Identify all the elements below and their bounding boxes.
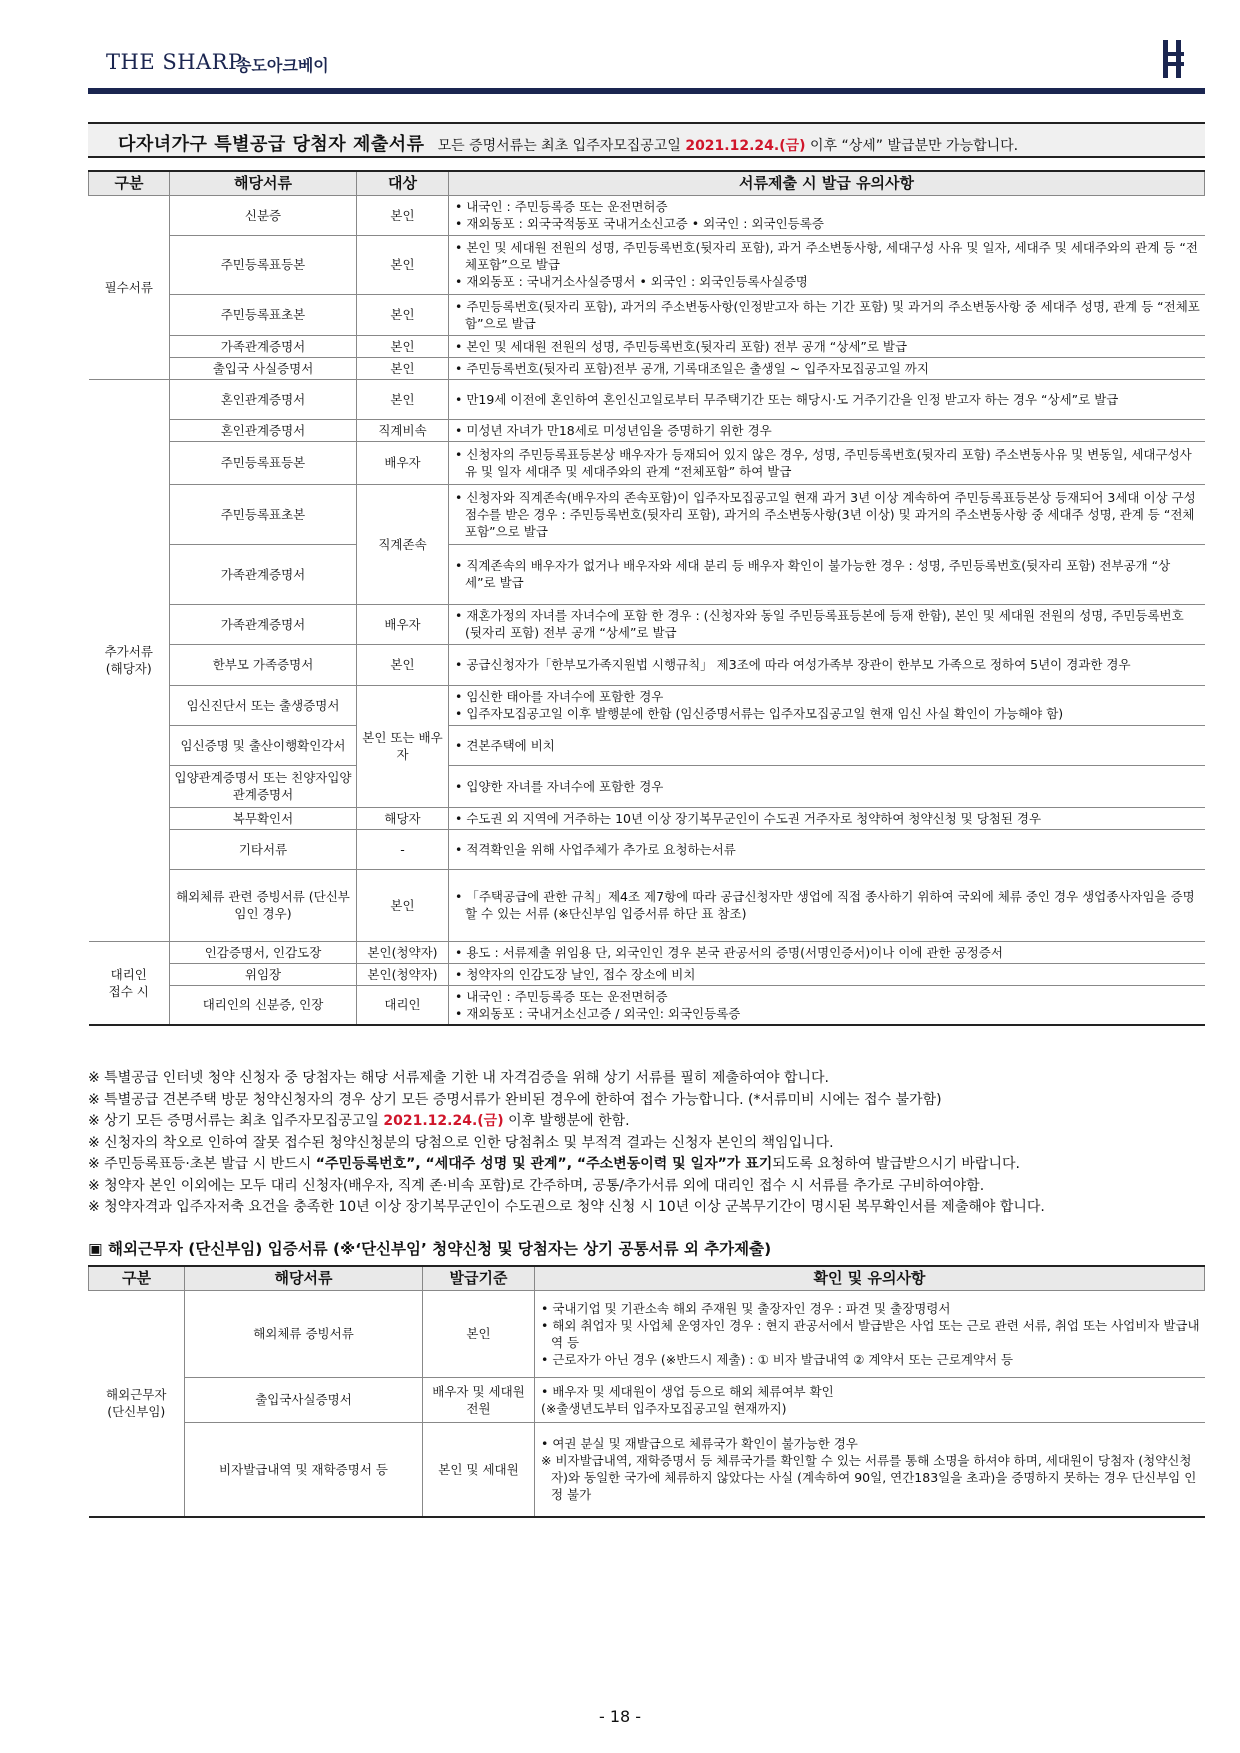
note-item — [88, 1111, 1205, 1133]
doc-cell: 가족관계증명서 — [170, 544, 357, 604]
notes-cell — [449, 604, 1205, 644]
note-line: • 본인 및 세대원 전원의 성명, 주민등록번호(뒷자리 포함) 전부 공개 “상세”로 발급 — [455, 338, 908, 354]
target-cell: 해당자 — [357, 807, 449, 829]
group-label — [89, 941, 170, 1025]
brand-logo-icon — [1161, 40, 1191, 78]
table-row — [89, 985, 1205, 1025]
note-line: • 근로자가 아닌 경우 (※반드시 제출) : ① 비자 발급내역 ② 계약서 또는 근로계약서 등 — [541, 1351, 1014, 1367]
overseas-table — [88, 1265, 1205, 1518]
target-cell: 배우자 및 세대원전원 — [423, 1377, 535, 1422]
doc-cell: 기타서류 — [170, 829, 357, 869]
note-bold: “주민등록번호”, “세대주 성명 및 관계”, “주소변동이력 및 일자”가 표기 — [315, 1156, 773, 1172]
table-row — [89, 644, 1205, 685]
target-cell: 본인 또는 배우자 — [357, 685, 449, 807]
note-line: • 청약자의 인감도장 날인, 접수 장소에 비치 — [455, 966, 696, 982]
note-line: • 수도권 외 지역에 거주하는 10년 이상 장기복무군인이 수도권 거주자로 청약하여 청약신청 및 당첨된 경우 — [455, 810, 1042, 826]
target-cell: 직계존속 — [357, 484, 449, 604]
note-line: • 입양한 자녀를 자녀수에 포함한 경우 — [455, 778, 664, 794]
note-text: ※ 주민등록표등·초본 발급 시 반드시 — [88, 1156, 312, 1172]
table-row — [89, 604, 1205, 644]
notes-cell — [449, 725, 1205, 765]
note-line: • 신청자의 주민등록표등본상 배우자가 등재되어 있지 않은 경우, 성명, 주민등록번호(뒷자리 포함) 주소변동사유 및 변동일, 세대구성사유 및 일자 세대주 및 세대주와의 관계 “전체포함” 하여 발급 — [455, 446, 1192, 479]
target-cell: 본인 — [423, 1290, 535, 1377]
group-label-line: (단신부임) — [107, 1404, 166, 1420]
table-row — [89, 357, 1205, 379]
table-row — [89, 963, 1205, 985]
table-header-row — [89, 1266, 1205, 1290]
notes-cell — [449, 195, 1205, 235]
note-line: • 신청자와 직계존속(배우자의 존속포함)이 입주자모집공고일 현재 과거 3년 이상 계속하여 주민등록표등본상 등재되어 3세대 이상 구성 점수를 받은 경우 : 주민등록번호(뒷자리 포함), 과거의 주소변동사항(3년 이상) 및 과거의 주소변동사항 중 세대주 성명, 관계 등 “전체포함”으로 발급 — [455, 489, 1196, 539]
table-row — [89, 941, 1205, 963]
doc-cell: 주민등록표초본 — [170, 294, 357, 335]
table-row — [89, 235, 1205, 294]
target-cell: 본인 — [357, 335, 449, 357]
table-row — [89, 807, 1205, 829]
note-line: • 재외동포 : 외국국적동포 국내거소신고증 • 외국인 : 외국인등록증 — [455, 216, 824, 231]
col-header: 구분 — [89, 171, 170, 195]
note-line: • 적격확인을 위해 사업주체가 추가로 요청하는서류 — [455, 841, 736, 857]
table-row — [89, 484, 1205, 544]
documents-table — [88, 170, 1205, 1026]
notes-cell — [449, 941, 1205, 963]
note-item: ※ 신청자의 착오로 인하여 잘못 접수된 청약신청분의 당첨으로 인한 당첨취소 및 부적격 결과는 신청자 본인의 책임입니다. — [88, 1134, 834, 1151]
col-header: 서류제출 시 발급 유의사항 — [449, 171, 1205, 195]
target-cell: 본인(청약자) — [357, 963, 449, 985]
title-note — [438, 138, 1019, 154]
doc-cell: 한부모 가족증명서 — [170, 644, 357, 685]
page-number: - 18 - — [598, 1707, 642, 1726]
target-cell: 배우자 — [357, 604, 449, 644]
target-cell: 본인 — [357, 357, 449, 379]
doc-cell: 주민등록표등본 — [170, 235, 357, 294]
doc-cell: 임신증명 및 출산이행확인각서 — [170, 725, 357, 765]
note-text: 되도록 요청하여 발급받으시기 바랍니다. — [772, 1156, 1020, 1172]
note-line: • 배우자 및 세대원이 생업 등으로 해외 체류여부 확인 — [541, 1383, 834, 1399]
table-row — [89, 829, 1205, 869]
table-row — [89, 685, 1205, 725]
section-title — [88, 122, 1205, 158]
notes-cell — [449, 829, 1205, 869]
note-line: • 재외동포 : 국내거소사실증명서 • 외국인 : 외국인등록사실증명 — [455, 274, 808, 289]
table-row — [89, 335, 1205, 357]
notes-cell — [535, 1290, 1205, 1377]
header-rule — [88, 88, 1205, 94]
doc-cell: 가족관계증명서 — [170, 604, 357, 644]
note-line: • 국내기업 및 기관소속 해외 주재원 및 출장자인 경우 : 파견 및 출장명령서 — [541, 1300, 951, 1316]
notes-cell — [449, 441, 1205, 484]
doc-cell: 혼인관계증명서 — [170, 379, 357, 419]
target-cell: 배우자 — [357, 441, 449, 484]
note-line: • 용도 : 서류제출 위임용 단, 외국인인 경우 본국 관공서의 증명(서명인증서)이나 이에 관한 공정증서 — [455, 944, 1003, 960]
table-row — [89, 765, 1205, 807]
notes-cell — [449, 765, 1205, 807]
doc-cell: 주민등록표초본 — [170, 484, 357, 544]
doc-cell: 입양관계증명서 또는 친양자입양관계증명서 — [170, 765, 357, 807]
note-line: • 여권 분실 및 재발급으로 체류국가 확인이 불가능한 경우 — [541, 1436, 858, 1452]
doc-cell: 비자발급내역 및 재학증명서 등 — [185, 1422, 423, 1517]
col-header: 대상 — [357, 171, 449, 195]
note-line: • 주민등록번호(뒷자리 포함)전부 공개, 기록대조일은 출생일 ~ 입주자모집공고일 까지 — [455, 360, 929, 376]
doc-cell: 출입국사실증명서 — [185, 1377, 423, 1422]
note-line: • 만19세 이전에 혼인하여 혼인신고일로부터 무주택기간 또는 해당시·도 거주기간을 인정 받고자 하는 경우 “상세”로 발급 — [455, 391, 1119, 407]
notes-cell — [535, 1377, 1205, 1422]
section2-title: ▣ 해외근무자 (단신부임) 입증서류 (※‘단신부임’ 청약신청 및 당첨자는 상기 공통서류 외 추가제출) — [88, 1240, 772, 1258]
group-label — [89, 1290, 185, 1517]
brand-subtitle: 송도아크베이 — [236, 56, 329, 75]
note-text: ※ 상기 모든 증명서류는 최초 입주자모집공고일 — [88, 1113, 379, 1129]
note-line: • 재혼가정의 자녀를 자녀수에 포함 한 경우 : (신청자와 동일 주민등록표등본에 등재 한함), 본인 및 세대원 전원의 성명, 주민등록번호(뒷자리 포함) 전부 공개 “상세”로 발급 — [455, 608, 1184, 640]
table-row — [89, 544, 1205, 604]
notes-cell — [449, 335, 1205, 357]
title-note-post: 이후 “상세” 발급분만 가능합니다. — [810, 138, 1019, 154]
group-label-line: 접수 시 — [108, 983, 149, 999]
col-header: 구분 — [89, 1266, 185, 1290]
note-line: ※ 비자발급내역, 재학증명서 등 체류국가를 확인할 수 있는 서류를 통해 소명을 하셔야 하며, 세대원이 당첨자 (청약신청자)와 동일한 국가에 체류하지 않았다는 사실 (계속하여 90일, 연간183일을 초과)을 증명하지 못하는 경우 단신부임 인정 불가 — [541, 1453, 1197, 1503]
note-item — [88, 1154, 1205, 1176]
note-line: • 주민등록번호(뒷자리 포함), 과거의 주소변동사항(인정받고자 하는 기간 포함) 및 과거의 주소변동사항 중 세대주 성명, 관계 등 “전체포함”으로 발급 — [455, 298, 1200, 331]
col-header: 확인 및 유의사항 — [535, 1266, 1205, 1290]
notes-cell — [449, 484, 1205, 544]
note-line: • 입주자모집공고일 이후 발행분에 한함 (임신증명서류는 입주자모집공고일 현재 임신 사실 확인이 가능해야 함) — [455, 706, 1064, 721]
col-header: 해당서류 — [185, 1266, 423, 1290]
notes-cell — [535, 1422, 1205, 1517]
title-main: 다자녀가구 특별공급 당첨자 제출서류 — [118, 134, 425, 155]
doc-cell: 대리인의 신분증, 인장 — [170, 985, 357, 1025]
notes-cell — [449, 419, 1205, 441]
table-header-row — [89, 171, 1205, 195]
note-line: • 임신한 태아를 자녀수에 포함한 경우 — [455, 689, 664, 704]
table-row — [89, 1377, 1205, 1422]
note-line: • 공급신청자가「한부모가족지원법 시행규칙」 제3조에 따라 여성가족부 장관이 한부모 가족으로 정하여 5년이 경과한 경우 — [455, 657, 1131, 672]
group-label-line: (해당자) — [105, 661, 152, 676]
doc-cell: 신분증 — [170, 195, 357, 235]
notes-block — [88, 1068, 1205, 1219]
group-label-line: 대리인 — [110, 966, 147, 982]
notes-cell — [449, 685, 1205, 725]
target-cell: 본인 — [357, 195, 449, 235]
target-cell: 본인 — [357, 379, 449, 419]
table-row — [89, 869, 1205, 941]
target-cell: 대리인 — [357, 985, 449, 1025]
target-cell: 본인 — [357, 294, 449, 335]
doc-cell: 임신진단서 또는 출생증명서 — [170, 685, 357, 725]
doc-cell: 주민등록표등본 — [170, 441, 357, 484]
group-label — [89, 379, 170, 941]
table-row — [89, 441, 1205, 484]
notes-cell — [449, 379, 1205, 419]
target-cell: 직계비속 — [357, 419, 449, 441]
note-line: • 미성년 자녀가 만18세로 미성년임을 증명하기 위한 경우 — [455, 422, 772, 438]
note-line: • 견본주택에 비치 — [455, 737, 555, 753]
note-line: • 내국인 : 주민등록증 또는 운전면허증 — [455, 988, 668, 1004]
target-cell: 본인(청약자) — [357, 941, 449, 963]
group-label-line: 해외근무자 — [106, 1387, 167, 1403]
notes-cell — [449, 807, 1205, 829]
note-line: • 재외동포 : 국내거소신고증 / 외국인: 외국인등록증 — [455, 1005, 741, 1021]
table-row — [89, 294, 1205, 335]
notes-cell — [449, 544, 1205, 604]
note-line: (※출생년도부터 입주자모집공고일 현재까지) — [541, 1400, 787, 1416]
notes-cell — [449, 235, 1205, 294]
group-label: 필수서류 — [89, 195, 170, 379]
note-line: • 직계존속의 배우자가 없거나 배우자와 세대 분리 등 배우자 확인이 불가능한 경우 : 성명, 주민등록번호(뒷자리 포함) 전부공개 “상세”로 발급 — [455, 558, 1171, 590]
note-item: ※ 청약자격과 입주자저축 요건을 충족한 10년 이상 장기복무군인이 수도권으로 청약 신청 시 10년 이상 군복무기간이 명시된 복무확인서를 제출해야 합니다. — [88, 1199, 1045, 1215]
note-line: • 해외 취업자 및 사업체 운영자인 경우 : 현지 관공서에서 발급받은 사업 또는 근로 관련 서류, 취업 또는 사업비자 발급내역 등 — [541, 1317, 1200, 1350]
notes-cell — [449, 644, 1205, 685]
doc-cell: 혼인관계증명서 — [170, 419, 357, 441]
table-row — [89, 379, 1205, 419]
target-cell: 본인 — [357, 644, 449, 685]
note-item: ※ 특별공급 견본주택 방문 청약신청자의 경우 상기 모든 증명서류가 완비된 경우에 한하여 접수 가능합니다. (*서류미비 시에는 접수 불가함) — [88, 1091, 942, 1108]
note-item: ※ 특별공급 인터넷 청약 신청자 중 당첨자는 해당 서류제출 기한 내 자격검증을 위해 상기 서류를 필히 제출하여야 합니다. — [88, 1070, 829, 1086]
col-header: 발급기준 — [423, 1266, 535, 1290]
table-row — [89, 725, 1205, 765]
doc-cell: 복무확인서 — [170, 807, 357, 829]
table-row — [89, 1290, 1205, 1377]
target-cell: 본인 및 세대원 — [423, 1422, 535, 1517]
target-cell: 본인 — [357, 235, 449, 294]
page-header — [88, 40, 1205, 92]
notes-cell — [449, 357, 1205, 379]
doc-cell: 해외체류 증빙서류 — [185, 1290, 423, 1377]
title-note-pre: 모든 증명서류는 최초 입주자모집공고일 — [437, 138, 681, 154]
title-note-date: 2021.12.24.(금) — [685, 138, 806, 154]
notes-cell — [449, 963, 1205, 985]
notes-cell — [449, 294, 1205, 335]
note-text: 이후 발행분에 한함. — [508, 1113, 630, 1129]
table-row — [89, 195, 1205, 235]
col-header: 해당서류 — [170, 171, 357, 195]
notes-cell — [449, 869, 1205, 941]
brand-name: THE SHARP — [106, 50, 243, 74]
note-line: • 내국인 : 주민등록증 또는 운전면허증 — [455, 199, 668, 214]
note-line: • 본인 및 세대원 전원의 성명, 주민등록번호(뒷자리 포함), 과거 주소변동사항, 세대구성 사유 및 일자, 세대주 및 세대주와의 관계 등 “전체포함”으로 발급 — [455, 240, 1198, 272]
note-item: ※ 청약자 본인 이외에는 모두 대리 신청자(배우자, 직계 존·비속 포함)로 간주하며, 공통/추가서류 외에 대리인 접수 시 서류를 추가로 구비하여야함. — [88, 1177, 985, 1194]
doc-cell: 출입국 사실증명서 — [170, 357, 357, 379]
note-date: 2021.12.24.(금) — [383, 1113, 504, 1129]
target-cell: 본인 — [357, 869, 449, 941]
notes-cell — [449, 985, 1205, 1025]
doc-cell: 해외체류 관련 증빙서류 (단신부임인 경우) — [170, 869, 357, 941]
table-row — [89, 419, 1205, 441]
target-cell: - — [357, 829, 449, 869]
note-line: • 「주택공급에 관한 규칙」제4조 제7항에 따라 공급신청자만 생업에 직접 종사하기 위하여 국외에 체류 중인 경우 생업종사자임을 증명할 수 있는 서류 (※단신부임 입증서류 하단 표 참조) — [455, 889, 1195, 921]
doc-cell: 위임장 — [170, 963, 357, 985]
group-label-line: 추가서류 — [104, 644, 153, 659]
table-row — [89, 1422, 1205, 1517]
doc-cell: 인감증명서, 인감도장 — [170, 941, 357, 963]
doc-cell: 가족관계증명서 — [170, 335, 357, 357]
